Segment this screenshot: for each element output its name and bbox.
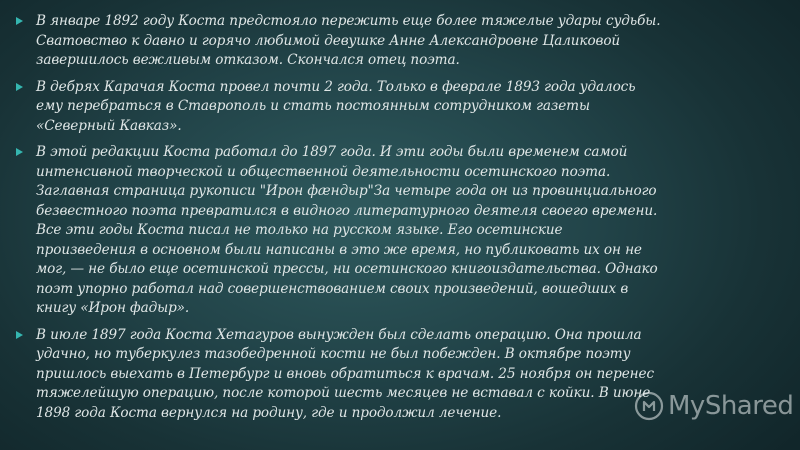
bullet-paragraph-2 [16,78,666,137]
bullet-arrow-icon [16,83,23,91]
bullet-arrow-icon [16,148,23,156]
paragraph-text: В этой редакции Коста работал до 1897 года. И эти годы были временем самой интенсивной творческой и общественной деятельности осетинского поэта. Заглавная страница рукописи "Ирон фæндыр"За четыре года он из провинциального безвестного поэта превратился в видного литературного деятеля своего времени. Все эти годы Коста писал не только на русском языке. Его осетинские произведения в основном были написаны в это же время, но публиковать их он не мог, — не было еще осетинской прессы, ни осетинского книгоиздательства. Однако поэт упорно работал над совершенствованием своих произведений, вошедших в книгу «Ирон фадыр». [36,144,658,316]
paragraph-text: В дебрях Карачая Коста провел почти 2 года. Только в феврале 1893 года удалось ему перебраться в Ставрополь и стать постоянным сотрудником газеты «Северный Кавказ». [36,78,636,134]
bullet-paragraph-3 [16,143,666,319]
paragraph-text: В июле 1897 года Коста Хетагуров вынужден был сделать операцию. Она прошла удачно, но туберкулез тазобедренной кости не был побежден. В октябре поэту пришлось выехать в Петербург и вновь обратиться к врачам. 25 ноября он перенес тяжелейшую операцию, после которой шесть месяцев не вставал с койки. В июне 1898 года Коста вернулся на родину, где и продолжил лечение. [36,326,654,421]
bullet-arrow-icon [16,331,23,339]
watermark-logo-icon [634,391,664,421]
bullet-paragraph-4 [16,326,666,424]
slide-body [16,12,666,430]
bullet-paragraph-1 [16,12,666,71]
bullet-arrow-icon [16,17,23,25]
myshared-watermark [634,388,793,424]
paragraph-text: В январе 1892 году Коста предстояло пережить еще более тяжелые удары судьбы. Сватовство к давно и горячо любимой девушке Анне Александровне Цаликовой завершилось вежливым отказом. Скончался отец поэта. [36,13,661,68]
watermark-text: MyShared [668,391,794,421]
